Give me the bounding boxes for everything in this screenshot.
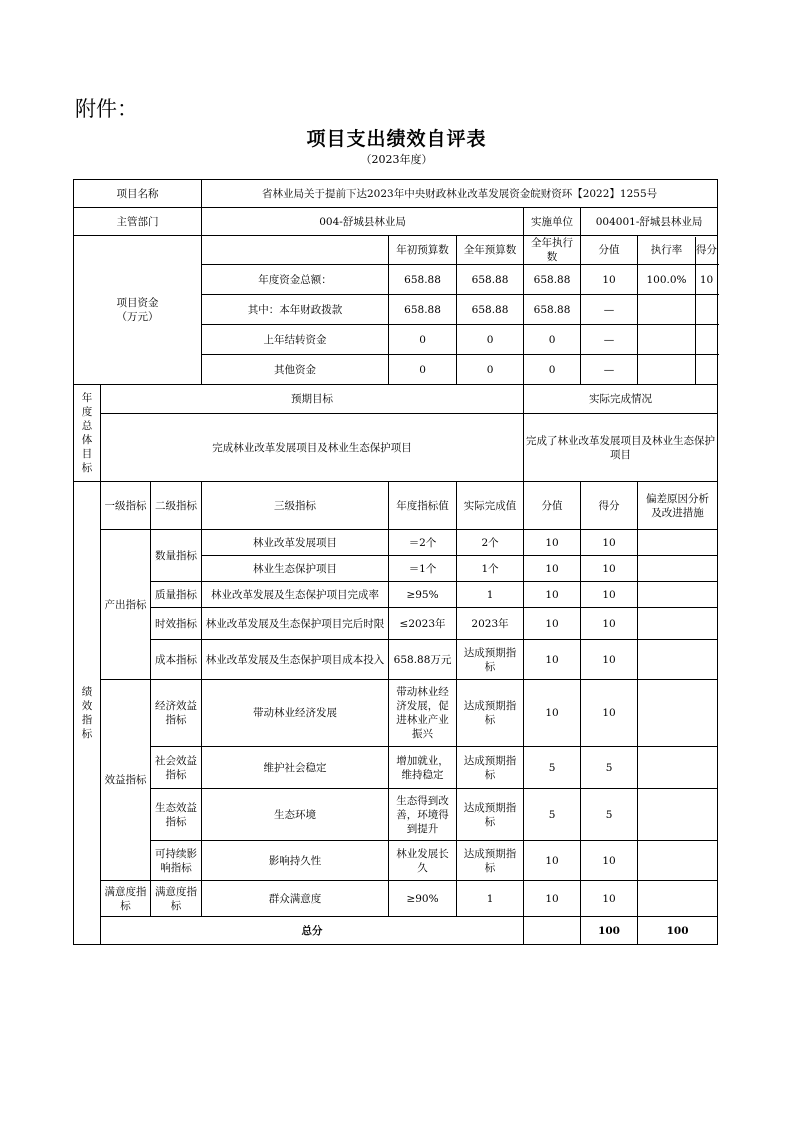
perf-row-remark (638, 881, 718, 917)
funds-cell: 658.88 (524, 295, 581, 325)
funds-cell (696, 325, 717, 354)
perf-group-quantity: 数量指标 (151, 530, 202, 582)
perf-row-score: 10 (524, 556, 581, 582)
impl-label: 实施单位 (524, 208, 581, 236)
perf-row-target: 生态得到改 善，环境得 到提升 (389, 789, 457, 841)
funds-cell: 10 (581, 265, 638, 295)
perf-row-actual: 达成预期指 标 (457, 680, 524, 747)
perf-header-score: 分值 (524, 482, 581, 530)
attachment-label: 附件： (75, 97, 138, 121)
perf-row-got: 5 (581, 789, 638, 841)
funds-cell (638, 355, 696, 384)
perf-row-actual: 1个 (457, 556, 524, 582)
perf-row-l3: 林业改革发展及生态保护项目完成率 (202, 582, 389, 608)
perf-row-actual: 2个 (457, 530, 524, 556)
perf-row-target: ＝2个 (389, 530, 457, 556)
perf-header-l3: 三级指标 (202, 482, 389, 530)
perf-header-l2: 二级指标 (151, 482, 202, 530)
goal-expected: 完成林业改革发展项目及林业生态保护项目 (101, 414, 524, 482)
impl-value: 004001-舒城县林业局 (581, 208, 718, 236)
perf-row-l3: 生态环境 (202, 789, 389, 841)
perf-group-economic: 经济效益 指标 (151, 680, 202, 747)
funds-cell: 10 (699, 273, 714, 286)
funds-cell: 0 (389, 355, 457, 385)
perf-row-got: 10 (581, 881, 638, 917)
perf-row-target: 658.88万元 (389, 640, 457, 680)
funds-cell: 658.88 (524, 265, 581, 295)
perf-row-remark (638, 841, 718, 881)
perf-row-score: 10 (524, 640, 581, 680)
perf-row-remark (638, 680, 718, 747)
funds-cell (696, 295, 717, 324)
perf-row-actual: 达成预期指 标 (457, 841, 524, 881)
funds-header: 分值 (581, 236, 638, 265)
funds-cell: 658.88 (457, 265, 524, 295)
perf-row-remark (638, 608, 718, 640)
perf-label: 绩 效 指 标 (74, 482, 101, 945)
perf-row-l3: 林业生态保护项目 (202, 556, 389, 582)
funds-row-label: 其他资金 (202, 355, 389, 385)
perf-header-l1: 一级指标 (101, 482, 151, 530)
perf-row-target: 林业发展长 久 (389, 841, 457, 881)
funds-cell: 0 (457, 325, 524, 355)
funds-cell (638, 325, 696, 354)
perf-row-score: 10 (524, 608, 581, 640)
total-score: 100 (581, 917, 638, 945)
perf-group-satisfaction: 满意度指 标 (101, 881, 151, 917)
funds-cell-pair (638, 355, 718, 385)
goal-actual: 完成了林业改革发展项目及林业生态保护项目 (524, 414, 718, 482)
perf-group-output: 产出指标 (101, 530, 151, 680)
funds-cell: 0 (524, 355, 581, 385)
perf-row-l3: 林业改革发展及生态保护项目完后时限 (202, 608, 389, 640)
perf-header-target: 年度指标值 (389, 482, 457, 530)
funds-row-label: 上年结转资金 (202, 325, 389, 355)
funds-header: 得分 (696, 244, 718, 256)
funds-cell: 658.88 (389, 265, 457, 295)
perf-row-target: ≥95% (389, 582, 457, 608)
funds-header: 执行率 (638, 237, 696, 264)
perf-row-score: 10 (524, 680, 581, 747)
dept-label: 主管部门 (74, 208, 202, 236)
funds-cell: — (581, 355, 638, 385)
perf-row-remark (638, 582, 718, 608)
perf-row-l3: 林业改革发展及生态保护项目成本投入 (202, 640, 389, 680)
funds-header: 全年执行数 (524, 236, 581, 265)
total-got: 100 (638, 917, 718, 945)
perf-row-got: 10 (581, 608, 638, 640)
perf-row-target: ≥90% (389, 881, 457, 917)
dept-value: 004-舒城县林业局 (202, 208, 524, 236)
perf-header-remark: 偏差原因分析 及改进措施 (638, 482, 718, 530)
funds-cell: 0 (524, 325, 581, 355)
funds-cell: — (581, 295, 638, 325)
perf-row-got: 10 (581, 680, 638, 747)
project-name-value: 省林业局关于提前下达2023年中央财政林业改革发展资金皖财资环【2022】1255号 (202, 180, 718, 208)
perf-row-score: 5 (524, 789, 581, 841)
perf-row-actual: 达成预期指 标 (457, 789, 524, 841)
perf-row-got: 10 (581, 556, 638, 582)
funds-cell-pair (638, 265, 718, 295)
perf-group-satisfaction2: 满意度指 标 (151, 881, 202, 917)
perf-group-cost: 成本指标 (151, 640, 202, 680)
perf-row-score: 5 (524, 747, 581, 789)
funds-header-pair (638, 236, 718, 265)
goal-expected-header: 预期目标 (101, 385, 524, 414)
funds-header: 全年预算数 (457, 236, 524, 265)
goal-actual-header: 实际完成情况 (524, 385, 718, 414)
perf-row-target: ≤2023年 (389, 608, 457, 640)
perf-group-sustain: 可持续影 响指标 (151, 841, 202, 881)
funds-header-blank (202, 236, 389, 265)
page-title: 项目支出绩效自评表 (306, 128, 487, 150)
perf-row-remark (638, 640, 718, 680)
funds-row-label: 其中：本年财政拨款 (202, 295, 389, 325)
perf-row-target: 带动林业经 济发展，促 进林业产业 振兴 (389, 680, 457, 747)
funds-cell-pair (638, 295, 718, 325)
perf-header-actual: 实际完成值 (457, 482, 524, 530)
perf-row-remark (638, 789, 718, 841)
funds-cell: 100.0% (638, 265, 696, 294)
perf-group-time: 时效指标 (151, 608, 202, 640)
perf-row-actual: 达成预期指 标 (457, 747, 524, 789)
perf-row-remark (638, 556, 718, 582)
perf-row-got: 10 (581, 530, 638, 556)
perf-row-l3: 带动林业经济发展 (202, 680, 389, 747)
perf-group-benefit: 效益指标 (101, 680, 151, 881)
funds-cell: 0 (457, 355, 524, 385)
project-name-label: 项目名称 (74, 180, 202, 208)
perf-row-l3: 影响持久性 (202, 841, 389, 881)
perf-row-l3: 群众满意度 (202, 881, 389, 917)
funds-cell: — (581, 325, 638, 355)
perf-row-got: 10 (581, 640, 638, 680)
perf-row-l3: 林业改革发展项目 (202, 530, 389, 556)
perf-row-got: 10 (581, 582, 638, 608)
perf-group-eco: 生态效益 指标 (151, 789, 202, 841)
perf-row-got: 5 (581, 747, 638, 789)
total-label: 总分 (101, 917, 524, 945)
funds-cell (638, 295, 696, 324)
funds-cell-pair (638, 325, 718, 355)
perf-row-target: 增加就业， 维持稳定 (389, 747, 457, 789)
perf-group-quality: 质量指标 (151, 582, 202, 608)
perf-row-remark (638, 747, 718, 789)
perf-row-score: 10 (524, 881, 581, 917)
total-blank (524, 917, 581, 945)
evaluation-table (73, 179, 718, 945)
funds-header: 年初预算数 (389, 236, 457, 265)
page-subtitle: （2023年度） (360, 153, 433, 166)
perf-row-score: 10 (524, 530, 581, 556)
perf-row-got: 10 (581, 841, 638, 881)
funds-label: 项目资金 （万元） (74, 236, 202, 385)
funds-cell: 658.88 (457, 295, 524, 325)
perf-row-target: ＝1个 (389, 556, 457, 582)
funds-cell: 0 (389, 325, 457, 355)
funds-cell: 658.88 (389, 295, 457, 325)
perf-row-remark (638, 530, 718, 556)
perf-row-l3: 维护社会稳定 (202, 747, 389, 789)
perf-row-actual: 达成预期指 标 (457, 640, 524, 680)
perf-row-actual: 1 (457, 881, 524, 917)
perf-row-score: 10 (524, 582, 581, 608)
perf-header-got: 得分 (581, 482, 638, 530)
perf-row-actual: 2023年 (457, 608, 524, 640)
funds-cell (696, 355, 717, 384)
funds-row-label: 年度资金总额： (202, 265, 389, 295)
perf-group-social: 社会效益 指标 (151, 747, 202, 789)
perf-row-score: 10 (524, 841, 581, 881)
perf-row-actual: 1 (457, 582, 524, 608)
goal-label: 年 度 总 体 目 标 (74, 385, 101, 482)
